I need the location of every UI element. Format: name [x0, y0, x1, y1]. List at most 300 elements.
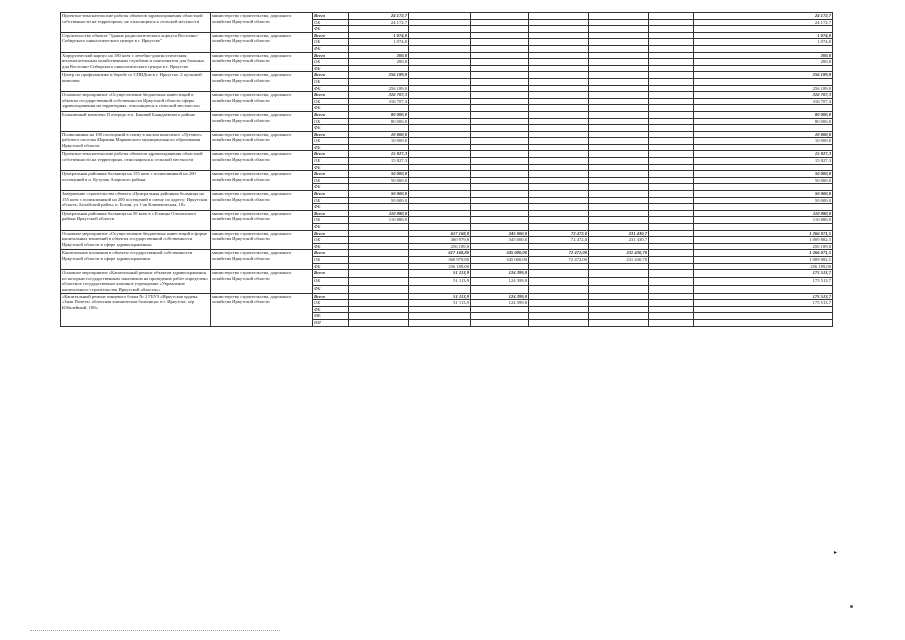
- funding-source-label: Всего: [313, 230, 349, 237]
- amount-cell: [529, 210, 589, 217]
- total-cell: [694, 125, 833, 132]
- amount-cell: [529, 26, 589, 33]
- amount-cell: [529, 98, 589, 105]
- funding-source-label: ФБ: [313, 285, 349, 293]
- amount-cell: [649, 52, 694, 59]
- project-name: Проектно-изыскательские работы объектов здравоохранения областной собственности на территориях, не относящихся к сельской местности: [61, 13, 211, 33]
- total-cell: 80 000,0: [694, 111, 833, 118]
- amount-cell: [471, 85, 529, 92]
- amount-cell: 24 172,7: [349, 19, 409, 26]
- amount-cell: 256 189,0: [349, 85, 409, 92]
- amount-cell: [349, 224, 409, 231]
- amount-cell: [471, 191, 529, 198]
- amount-cell: [409, 65, 471, 72]
- funding-source-label: ОБ: [313, 256, 349, 263]
- amount-cell: [529, 72, 589, 79]
- amount-cell: [649, 105, 694, 112]
- funding-source-label: ФБ: [313, 224, 349, 231]
- amount-cell: [471, 204, 529, 211]
- amount-cell: [649, 45, 694, 52]
- amount-cell: [649, 78, 694, 85]
- funding-source-label: ФБ: [313, 26, 349, 33]
- total-cell: 200,0: [694, 52, 833, 59]
- funding-source-label: ФБ: [313, 204, 349, 211]
- amount-cell: [589, 243, 649, 250]
- amount-cell: [589, 59, 649, 66]
- funding-source-label: ОБ: [313, 277, 349, 285]
- amount-cell: [471, 306, 529, 313]
- amount-cell: [409, 72, 471, 79]
- amount-cell: [349, 204, 409, 211]
- table-row: [61, 52, 833, 59]
- amount-cell: [529, 118, 589, 125]
- amount-cell: 80 000,0: [349, 111, 409, 118]
- amount-cell: [409, 105, 471, 112]
- table-row: [61, 131, 833, 138]
- responsible-executor: министерство строительства, дорожного хозяйства Иркутской области: [211, 171, 313, 191]
- project-name: Основное мероприятие «Осуществление бюджетных инвестиций в форме капитальных вложений в объекты государственной собственности Иркутской области в сфере здравоохранения»: [61, 230, 211, 250]
- funding-source-label: ФБ: [313, 243, 349, 250]
- amount-cell: [349, 256, 409, 263]
- amount-cell: 256 189,00: [409, 263, 471, 270]
- amount-cell: 1 074,0: [349, 32, 409, 39]
- amount-cell: 110 880,0: [349, 210, 409, 217]
- amount-cell: 231 430,70: [589, 256, 649, 263]
- amount-cell: [649, 319, 694, 326]
- amount-cell: [529, 319, 589, 326]
- amount-cell: [529, 111, 589, 118]
- amount-cell: [349, 285, 409, 293]
- amount-cell: 50 000,0: [349, 177, 409, 184]
- funding-source-label: Всего: [313, 191, 349, 198]
- amount-cell: [529, 92, 589, 99]
- funding-source-label: ОБ: [313, 300, 349, 307]
- amount-cell: [409, 319, 471, 326]
- amount-cell: 72 472,00: [529, 250, 589, 257]
- total-cell: 1 266 071,5: [694, 230, 833, 237]
- total-cell: 175 513,7: [694, 270, 833, 278]
- amount-cell: [349, 250, 409, 257]
- amount-cell: [471, 45, 529, 52]
- funding-source-label: ФБ: [313, 164, 349, 171]
- total-cell: 110 880,0: [694, 210, 833, 217]
- amount-cell: [471, 131, 529, 138]
- table-row: [61, 230, 833, 237]
- total-cell: 256 189,00: [694, 263, 833, 270]
- amount-cell: [649, 300, 694, 307]
- amount-cell: [529, 151, 589, 158]
- amount-cell: [349, 125, 409, 132]
- total-cell: 24 172,7: [694, 13, 833, 20]
- amount-cell: [409, 184, 471, 191]
- amount-cell: [589, 263, 649, 270]
- funding-source-label: Всего: [313, 250, 349, 257]
- total-cell: 316 707,3: [694, 98, 833, 105]
- amount-cell: [471, 26, 529, 33]
- funding-source-label: ОБ: [313, 237, 349, 244]
- amount-cell: [349, 237, 409, 244]
- amount-cell: [471, 184, 529, 191]
- table-row: [61, 270, 833, 278]
- funding-source-label: ФБ: [313, 105, 349, 112]
- amount-cell: [471, 78, 529, 85]
- total-cell: 50 000,0: [694, 197, 833, 204]
- table-row: [61, 151, 833, 158]
- total-cell: [694, 285, 833, 293]
- amount-cell: [649, 19, 694, 26]
- total-cell: 1 074,0: [694, 39, 833, 46]
- amount-cell: [349, 306, 409, 313]
- total-cell: [694, 184, 833, 191]
- amount-cell: 15 827,3: [349, 158, 409, 165]
- funding-source-label: ФБ: [313, 85, 349, 92]
- funding-source-label: Всего: [313, 210, 349, 217]
- amount-cell: 50 000,0: [349, 171, 409, 178]
- funding-source-label: Всего: [313, 32, 349, 39]
- amount-cell: [649, 204, 694, 211]
- amount-cell: [589, 131, 649, 138]
- funding-source-label: ОБ: [313, 78, 349, 85]
- amount-cell: [471, 65, 529, 72]
- amount-cell: [589, 293, 649, 300]
- project-name: Строительство объекта "Здание радиологического корпуса Восточно-Сибирского онкологического центра в г. Иркутске": [61, 32, 211, 52]
- amount-cell: [471, 285, 529, 293]
- total-cell: 175 513,7: [694, 293, 833, 300]
- project-name: Основное мероприятие «Капитальный ремонт объектов здравоохранения, по которым государственным заказчиком на проведение работ определено областное государственное казенное учреждение «Управление капитального строительства Иркутской области»»: [61, 270, 211, 293]
- table-row: [61, 13, 833, 20]
- funding-source-label: ОБ: [313, 98, 349, 105]
- amount-cell: [589, 92, 649, 99]
- amount-cell: [471, 59, 529, 66]
- amount-cell: [471, 19, 529, 26]
- amount-cell: [471, 171, 529, 178]
- amount-cell: [471, 72, 529, 79]
- amount-cell: [529, 285, 589, 293]
- amount-cell: [409, 210, 471, 217]
- amount-cell: [529, 125, 589, 132]
- amount-cell: [589, 13, 649, 20]
- amount-cell: [409, 78, 471, 85]
- amount-cell: 345 000,00: [471, 250, 529, 257]
- amount-cell: [649, 26, 694, 33]
- amount-cell: [529, 204, 589, 211]
- amount-cell: [529, 306, 589, 313]
- project-name: Поликлиника на 100 посещений в смену в жилом комплексе «Луговое» рабочего поселка Марковн Марковского муниципального образования Иркутской области: [61, 131, 211, 151]
- amount-cell: [649, 184, 694, 191]
- amount-cell: [649, 98, 694, 105]
- amount-cell: [409, 285, 471, 293]
- responsible-executor: министерство строительства, дорожного хозяйства Иркутской области: [211, 250, 313, 270]
- amount-cell: [529, 277, 589, 285]
- total-cell: 80 000,0: [694, 118, 833, 125]
- amount-cell: [409, 39, 471, 46]
- total-cell: 50 000,0: [694, 177, 833, 184]
- amount-cell: [649, 72, 694, 79]
- amount-cell: 80 000,0: [349, 118, 409, 125]
- amount-cell: [529, 59, 589, 66]
- funding-source-label: Всего: [313, 92, 349, 99]
- budget-table: [60, 12, 833, 327]
- amount-cell: [649, 191, 694, 198]
- amount-cell: 10 000,0: [349, 131, 409, 138]
- amount-cell: [409, 171, 471, 178]
- amount-cell: [589, 319, 649, 326]
- amount-cell: [589, 138, 649, 145]
- amount-cell: [409, 224, 471, 231]
- table-row: [61, 293, 833, 300]
- amount-cell: 50 000,0: [349, 191, 409, 198]
- amount-cell: 72 472,0: [529, 230, 589, 237]
- amount-cell: [649, 250, 694, 257]
- amount-cell: [529, 293, 589, 300]
- total-cell: 200,0: [694, 59, 833, 66]
- amount-cell: [409, 52, 471, 59]
- total-cell: 1 074,0: [694, 32, 833, 39]
- amount-cell: [409, 131, 471, 138]
- amount-cell: [409, 32, 471, 39]
- amount-cell: [589, 158, 649, 165]
- amount-cell: [409, 85, 471, 92]
- amount-cell: [589, 19, 649, 26]
- amount-cell: [589, 151, 649, 158]
- total-cell: [694, 144, 833, 151]
- funding-source-label: Всего: [313, 131, 349, 138]
- funding-source-label: ФБ: [313, 144, 349, 151]
- scan-dot: [850, 605, 853, 608]
- amount-cell: [409, 191, 471, 198]
- amount-cell: [471, 263, 529, 270]
- amount-cell: [409, 125, 471, 132]
- funding-source-label: ФБ: [313, 65, 349, 72]
- amount-cell: 72 472,00: [529, 256, 589, 263]
- amount-cell: [529, 39, 589, 46]
- funding-source-label: ФБ: [313, 184, 349, 191]
- amount-cell: [529, 300, 589, 307]
- amount-cell: 200,0: [349, 59, 409, 66]
- funding-source-label: Всего: [313, 72, 349, 79]
- project-name: Центральная районная больница на 50 коек в с.Еланцы Ольхонского района Иркутской области: [61, 210, 211, 230]
- funding-source-label: ОБ: [313, 177, 349, 184]
- amount-cell: [649, 177, 694, 184]
- amount-cell: [589, 65, 649, 72]
- amount-cell: [649, 306, 694, 313]
- amount-cell: 316 707,3: [349, 92, 409, 99]
- amount-cell: [589, 45, 649, 52]
- amount-cell: [589, 78, 649, 85]
- amount-cell: [589, 306, 649, 313]
- total-cell: 1 009 882,5: [694, 237, 833, 244]
- amount-cell: [529, 65, 589, 72]
- amount-cell: [529, 171, 589, 178]
- amount-cell: [471, 158, 529, 165]
- amount-cell: [471, 52, 529, 59]
- amount-cell: [409, 164, 471, 171]
- scan-footer-line: [30, 630, 280, 632]
- amount-cell: [589, 118, 649, 125]
- total-cell: 256 189,0: [694, 85, 833, 92]
- amount-cell: [409, 92, 471, 99]
- amount-cell: [349, 26, 409, 33]
- amount-cell: [471, 105, 529, 112]
- project-name: Проектно-изыскательские работы объектов здравоохранения областной собственности на территориях, относящихся к сельской местности: [61, 151, 211, 171]
- table-row: [61, 250, 833, 257]
- amount-cell: [529, 13, 589, 20]
- table-row: [61, 210, 833, 217]
- total-cell: 1 009 882,5: [694, 256, 833, 263]
- amount-cell: [589, 164, 649, 171]
- total-cell: 24 172,7: [694, 19, 833, 26]
- amount-cell: [409, 118, 471, 125]
- amount-cell: 345 000,0: [471, 237, 529, 244]
- amount-cell: [529, 105, 589, 112]
- total-cell: 1 266 071,5: [694, 250, 833, 257]
- amount-cell: [649, 118, 694, 125]
- responsible-executor: министерство строительства, дорожного хозяйства Иркутской области: [211, 191, 313, 211]
- amount-cell: [589, 105, 649, 112]
- amount-cell: [349, 65, 409, 72]
- amount-cell: [471, 197, 529, 204]
- amount-cell: [649, 39, 694, 46]
- amount-cell: [409, 217, 471, 224]
- funding-source-label: ОБ: [313, 59, 349, 66]
- amount-cell: [589, 72, 649, 79]
- total-cell: [694, 319, 833, 326]
- amount-cell: [529, 45, 589, 52]
- amount-cell: [649, 293, 694, 300]
- amount-cell: [529, 197, 589, 204]
- amount-cell: [471, 164, 529, 171]
- amount-cell: 15 827,3: [349, 151, 409, 158]
- amount-cell: 110 880,0: [349, 217, 409, 224]
- amount-cell: [471, 118, 529, 125]
- amount-cell: [471, 32, 529, 39]
- responsible-executor: министерство строительства, дорожного хозяйства Иркутской области: [211, 210, 313, 230]
- amount-cell: [589, 217, 649, 224]
- responsible-executor: министерство строительства, дорожного хозяйства Иркутской области: [211, 52, 313, 72]
- amount-cell: 51 113,9: [409, 270, 471, 278]
- total-cell: 175 513,7: [694, 300, 833, 307]
- funding-source-label: ОБ: [313, 217, 349, 224]
- amount-cell: [649, 138, 694, 145]
- amount-cell: [471, 144, 529, 151]
- amount-cell: [589, 285, 649, 293]
- total-cell: 10 000,0: [694, 138, 833, 145]
- amount-cell: [409, 158, 471, 165]
- amount-cell: [529, 19, 589, 26]
- amount-cell: 124 399,8: [471, 270, 529, 278]
- amount-cell: [349, 78, 409, 85]
- amount-cell: [589, 210, 649, 217]
- amount-cell: [471, 319, 529, 326]
- amount-cell: [349, 105, 409, 112]
- amount-cell: [529, 52, 589, 59]
- table-row: [61, 72, 833, 79]
- table-row: [61, 32, 833, 39]
- amount-cell: [589, 197, 649, 204]
- amount-cell: [589, 277, 649, 285]
- funding-source-label: Всего: [313, 270, 349, 278]
- project-name: Больничный комплекс II очередь в п. Бакший Баяндаевского района: [61, 111, 211, 131]
- amount-cell: [589, 171, 649, 178]
- responsible-executor: министерство строительства, дорожного хозяйства Иркутской области: [211, 151, 313, 171]
- amount-cell: [349, 270, 409, 278]
- amount-cell: [471, 125, 529, 132]
- total-cell: 10 000,0: [694, 131, 833, 138]
- amount-cell: [589, 98, 649, 105]
- amount-cell: [589, 300, 649, 307]
- funding-source-label: ОБ: [313, 197, 349, 204]
- amount-cell: [529, 32, 589, 39]
- amount-cell: [649, 171, 694, 178]
- amount-cell: [349, 300, 409, 307]
- amount-cell: [349, 263, 409, 270]
- funding-source-label: МБ: [313, 313, 349, 320]
- amount-cell: 360 979,80: [409, 256, 471, 263]
- amount-cell: [471, 98, 529, 105]
- total-cell: [694, 65, 833, 72]
- amount-cell: [529, 263, 589, 270]
- table-row: [61, 111, 833, 118]
- amount-cell: 345 000,00: [471, 256, 529, 263]
- amount-cell: [649, 131, 694, 138]
- amount-cell: [409, 111, 471, 118]
- amount-cell: [649, 125, 694, 132]
- amount-cell: 124 399,8: [471, 277, 529, 285]
- funding-source-label: Всего: [313, 151, 349, 158]
- amount-cell: [589, 224, 649, 231]
- total-cell: 256 189,0: [694, 72, 833, 79]
- amount-cell: 10 000,0: [349, 138, 409, 145]
- amount-cell: [471, 13, 529, 20]
- amount-cell: [349, 243, 409, 250]
- responsible-executor: министерство строительства, дорожного хозяйства Иркутской области: [211, 72, 313, 92]
- project-name: «Капитальный ремонт пищевого блока № 2 ГБУЗ «Иркутская ордена «Знак Почета» областная клиническая больница» в г. Иркутске, м/р Юбилейный, 100»: [61, 293, 211, 326]
- amount-cell: [649, 151, 694, 158]
- amount-cell: [649, 224, 694, 231]
- amount-cell: 124 399,8: [471, 300, 529, 307]
- amount-cell: [589, 52, 649, 59]
- amount-cell: [409, 204, 471, 211]
- amount-cell: [589, 191, 649, 198]
- responsible-executor: министерство строительства, дорожного хозяйства Иркутской области: [211, 230, 313, 250]
- responsible-executor: министерство строительства, дорожного хозяйства Иркутской области: [211, 270, 313, 293]
- amount-cell: [589, 26, 649, 33]
- amount-cell: [409, 19, 471, 26]
- amount-cell: [589, 32, 649, 39]
- amount-cell: [529, 144, 589, 151]
- amount-cell: 231 430,7: [589, 230, 649, 237]
- amount-cell: [589, 144, 649, 151]
- amount-cell: [649, 111, 694, 118]
- amount-cell: [471, 224, 529, 231]
- amount-cell: [349, 230, 409, 237]
- total-cell: [694, 224, 833, 231]
- amount-cell: [649, 158, 694, 165]
- amount-cell: [529, 164, 589, 171]
- amount-cell: 345 000,0: [471, 230, 529, 237]
- total-cell: 110 880,0: [694, 217, 833, 224]
- amount-cell: [349, 184, 409, 191]
- amount-cell: [589, 270, 649, 278]
- amount-cell: [529, 270, 589, 278]
- responsible-executor: министерство строительства, дорожного хозяйства Иркутской области: [211, 293, 313, 326]
- amount-cell: 51 113,9: [409, 293, 471, 300]
- amount-cell: [649, 32, 694, 39]
- total-cell: [694, 313, 833, 320]
- amount-cell: [649, 210, 694, 217]
- amount-cell: [529, 177, 589, 184]
- table-row: [61, 191, 833, 198]
